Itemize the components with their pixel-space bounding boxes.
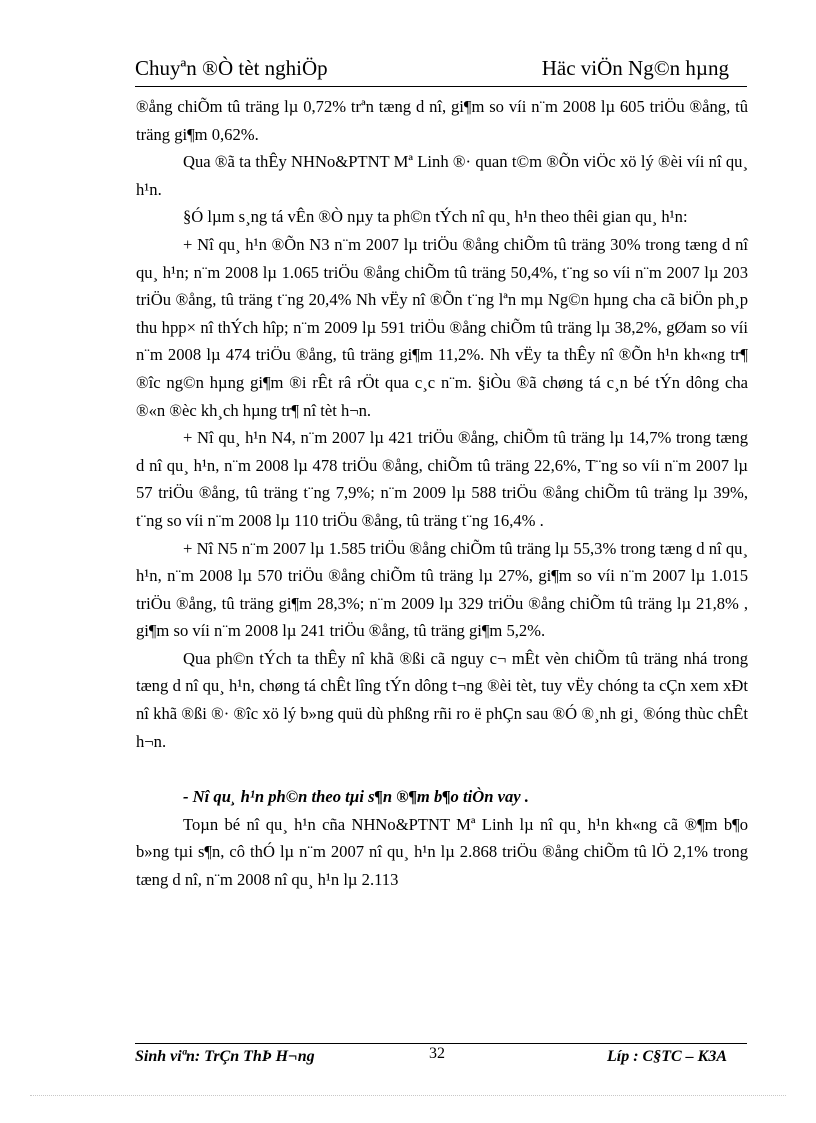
paragraph-6: + Nî N5 n¨m 2007 lµ 1.585 triÖu ®ång chiÕm tû träng lµ 55,3% trong tæng d nî qu¸ h¹n, n¨m 2008 lµ 570 triÖu ®ång chiÕm tû träng lµ 27%, gi¶m so víi n¨m 2007 lµ 1.015 triÖu ®ång, tû träng gi¶m 28,3%; n¨m 2009 lµ 329 triÖu ®ång chiÕm tû träng lµ 21,8% , gi¶m so víi n¨m 2008 lµ 241 triÖu ®ång, tû träng gi¶m 5,2%. <box>136 538 748 641</box>
page-header <box>135 56 747 86</box>
header-right-title: Häc viÖn Ng©n hµng <box>541 56 729 80</box>
paragraph-8: Toµn bé nî qu¸ h¹n cña NHNo&PTNT Mª Linh lµ nî qu¸ h¹n kh«ng cã ®¶m b¶o b»ng tµi s¶n, cô thÓ lµ n¨m 2007 nî qu¸ h¹n lµ 2.868 triÖu ®ång chiÕm tû lÖ 2,1% trong tæng d nî, n¨m 2008 nî qu¸ h¹n lµ 2.113 <box>136 814 748 890</box>
document-body <box>136 93 748 894</box>
paragraph-4: + Nî qu¸ h¹n ®Õn N3 n¨m 2007 lµ triÖu ®ång chiÕm tû träng 30% trong tæng d nî qu¸ h¹n; n¨m 2008 lµ 1.065 triÖu ®ång chiÕm tû träng 50,4%, t¨ng so víi n¨m 2007 lµ 203 triÖu ®ång, tû träng t¨ng 20,4% Nh vËy nî ®Õn t¨ng lªn mµ Ng©n hµng cha cã biÖn ph¸p thu hpp× nî thÝch hîp; n¨m 2009 lµ 591 triÖu ®ång chiÕm tû träng lµ 38,2%, gØam so víi n¨m 2008 lµ 474 triÖu ®ång, tû träng gi¶m 11,2%. Nh vËy ta thÊy nî ®Õn h¹n kh«ng tr¶ ®îc ng©n hµng gi¶m ®i rÊt râ rÖt qua c¸c n¨m. §iÒu ®ã chøng tá c¸n bé tÝn dông cha ®«n ®èc kh¸ch hµng tr¶ nî tèt h¬n. <box>136 234 748 420</box>
paragraph-1: ®ång chiÕm tû träng lµ 0,72% trªn tæng d nî, gi¶m so víi n¨m 2008 lµ 605 triÖu ®ång, tû träng gi¶m 0,62%. <box>136 97 748 144</box>
footer-rule <box>135 1043 747 1044</box>
paragraph-5: + Nî qu¸ h¹n N4, n¨m 2007 lµ 421 triÖu ®ång, chiÕm tû träng lµ 14,7% trong tæng d nî qu¸ h¹n, n¨m 2008 lµ 478 triÖu ®ång, chiÕm tû träng 22,6%, T¨ng so víi n¨m 2007 lµ 57 triÖu ®ång, tû träng t¨ng 7,9%; n¨m 2009 lµ 588 triÖu ®ång chiÕm tû träng lµ 39%, t¨ng so víi n¨m 2008 lµ 110 triÖu ®ång, tû träng t¨ng 16,4% . <box>136 428 748 530</box>
footer-class: Líp : C§TC – K3A <box>606 1048 727 1065</box>
header-rule <box>135 86 747 87</box>
paragraph-7: Qua ph©n tÝch ta thÊy nî khã ®ßi cã nguy c¬ mÊt vèn chiÕm tû träng nhá trong tæng d nî qu¸ h¹n, chøng tá chÊt lîng tÝn dông t¬ng ®èi tèt, tuy vËy chóng ta cÇn xem xÐt nî khã ®ßi ®· ®îc xö lý b»ng quü dù phßng rñi ro ë phÇn sau ®Ó ®¸nh gi¸ ®óng thùc chÊt h¬n. <box>136 648 748 751</box>
paragraph-3: §Ó lµm s¸ng tá vÊn ®Ò nµy ta ph©n tÝch nî qu¸ h¹n theo thêi gian qu¸ h¹n: <box>183 207 688 227</box>
footer-author: Sinh viªn: TrÇn ThÞ H¬ng <box>135 1048 315 1065</box>
section-heading: - Nî qu¸ h¹n ph©n theo tµi s¶n ®¶m b¶o tiÒn vay . <box>183 787 529 807</box>
paragraph-2: Qua ®ã ta thÊy NHNo&PTNT Mª Linh ®· quan t©m ®Õn viÖc xö lý ®èi víi nî qu¸ h¹n. <box>136 152 748 199</box>
header-left-title: Chuyªn ®Ò tèt nghiÖp <box>135 56 328 80</box>
page-bottom-divider <box>30 1095 786 1096</box>
page-number: 32 <box>429 1045 445 1062</box>
